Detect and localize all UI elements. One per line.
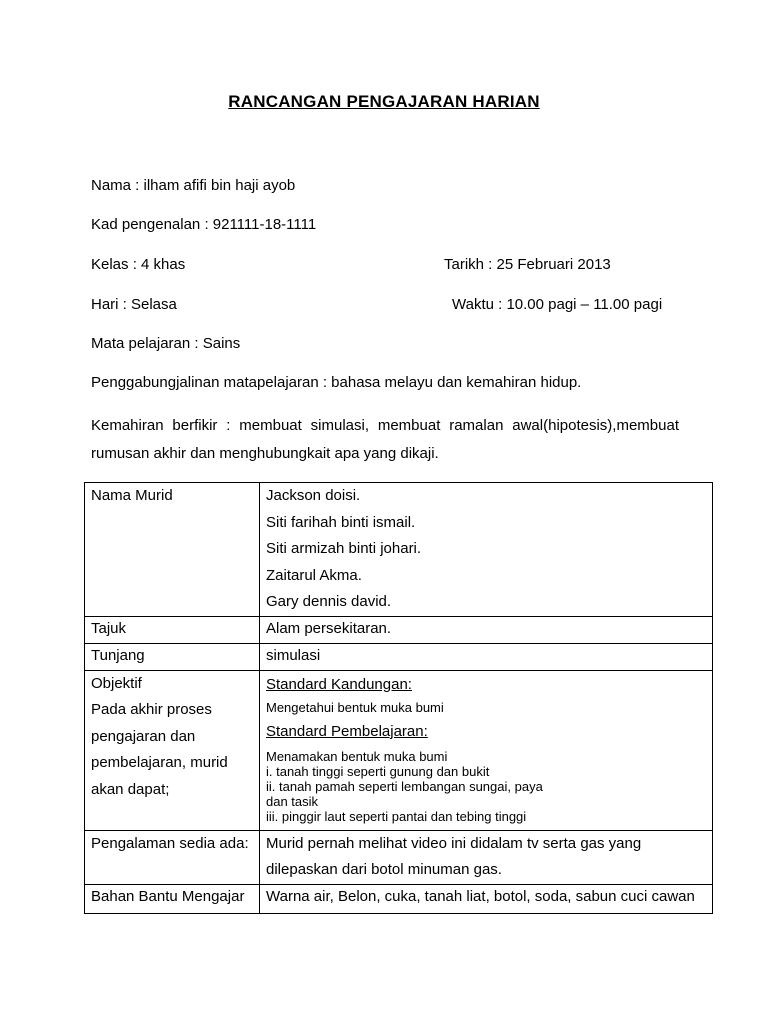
standard-pembelajaran-line: iii. pinggir laut seperti pantai dan tebing tinggi — [266, 808, 527, 824]
field-penggabungjalinan: Penggabungjalinan matapelajaran : bahasa melayu dan kemahiran hidup. — [91, 374, 582, 391]
cell-nama-murid — [260, 483, 713, 617]
standard-pembelajaran-line: Menamakan bentuk muka bumi — [266, 748, 448, 764]
standard-kandungan-heading: Standard Kandungan: — [266, 675, 412, 693]
standard-pembelajaran-heading: Standard Pembelajaran: — [266, 722, 428, 740]
objektif-line: Pada akhir proses — [91, 701, 212, 718]
student-name: Gary dennis david. — [266, 593, 392, 610]
pengalaman-line: dilepaskan dari botol minuman gas. — [266, 861, 502, 878]
student-name: Zaitarul Akma. — [266, 566, 362, 584]
label-pengalaman: Pengalaman sedia ada: — [85, 830, 260, 884]
label-tajuk: Tajuk — [85, 616, 260, 643]
field-kad-pengenalan: Kad pengenalan : 921111-18-1111 — [91, 216, 317, 233]
cell-pengalaman — [260, 830, 713, 884]
table-row — [85, 830, 713, 884]
table-row — [85, 643, 713, 670]
lesson-table — [84, 482, 713, 914]
standard-pembelajaran-line: ii. tanah pamah seperti lembangan sungai, paya — [266, 778, 543, 794]
standard-kandungan-text: Mengetahui bentuk muka bumi — [266, 699, 444, 715]
standard-pembelajaran-line: dan tasik — [266, 793, 319, 809]
objektif-line: Objektif — [91, 674, 142, 692]
field-tarikh: Tarikh : 25 Februari 2013 — [444, 256, 611, 273]
cell-bahan-bantu: Warna air, Belon, cuka, tanah liat, botol, soda, sabun cuci cawan — [260, 884, 713, 913]
table-row — [85, 616, 713, 643]
label-objektif — [85, 670, 260, 830]
field-hari: Hari : Selasa — [91, 296, 177, 313]
field-mata-pelajaran: Mata pelajaran : Sains — [91, 335, 241, 352]
field-kelas: Kelas : 4 khas — [91, 256, 186, 273]
table-row — [85, 483, 713, 617]
objektif-line: akan dapat; — [91, 780, 170, 798]
student-name: Siti armizah binti johari. — [266, 540, 422, 557]
label-nama-murid: Nama Murid — [85, 483, 260, 617]
objektif-line: pembelajaran, murid — [91, 754, 228, 771]
pengalaman-line: Murid pernah melihat video ini didalam tv serta gas yang — [266, 834, 642, 852]
standard-pembelajaran-line: i. tanah tinggi seperti gunung dan bukit — [266, 763, 490, 779]
student-name: Jackson doisi. — [266, 487, 361, 504]
table-row — [85, 884, 713, 913]
label-bahan-bantu: Bahan Bantu Mengajar — [85, 884, 260, 913]
field-nama: Nama : ilham afifi bin haji ayob — [91, 177, 296, 194]
student-name: Siti farihah binti ismail. — [266, 513, 416, 531]
document-title: RANCANGAN PENGAJARAN HARIAN — [228, 92, 540, 111]
cell-tajuk: Alam persekitaran. — [260, 616, 713, 643]
field-kemahiran-berfikir: Kemahiran berfikir : membuat simulasi, membuat ramalan awal(hipotesis),membuat rumusan akhir dan menghubungkait apa yang dikaji. — [91, 417, 679, 462]
cell-objektif — [260, 670, 713, 830]
field-waktu: Waktu : 10.00 pagi – 11.00 pagi — [452, 296, 663, 313]
cell-tunjang: simulasi — [260, 643, 713, 670]
table-row — [85, 670, 713, 830]
label-tunjang: Tunjang — [85, 643, 260, 670]
objektif-line: pengajaran dan — [91, 727, 196, 745]
